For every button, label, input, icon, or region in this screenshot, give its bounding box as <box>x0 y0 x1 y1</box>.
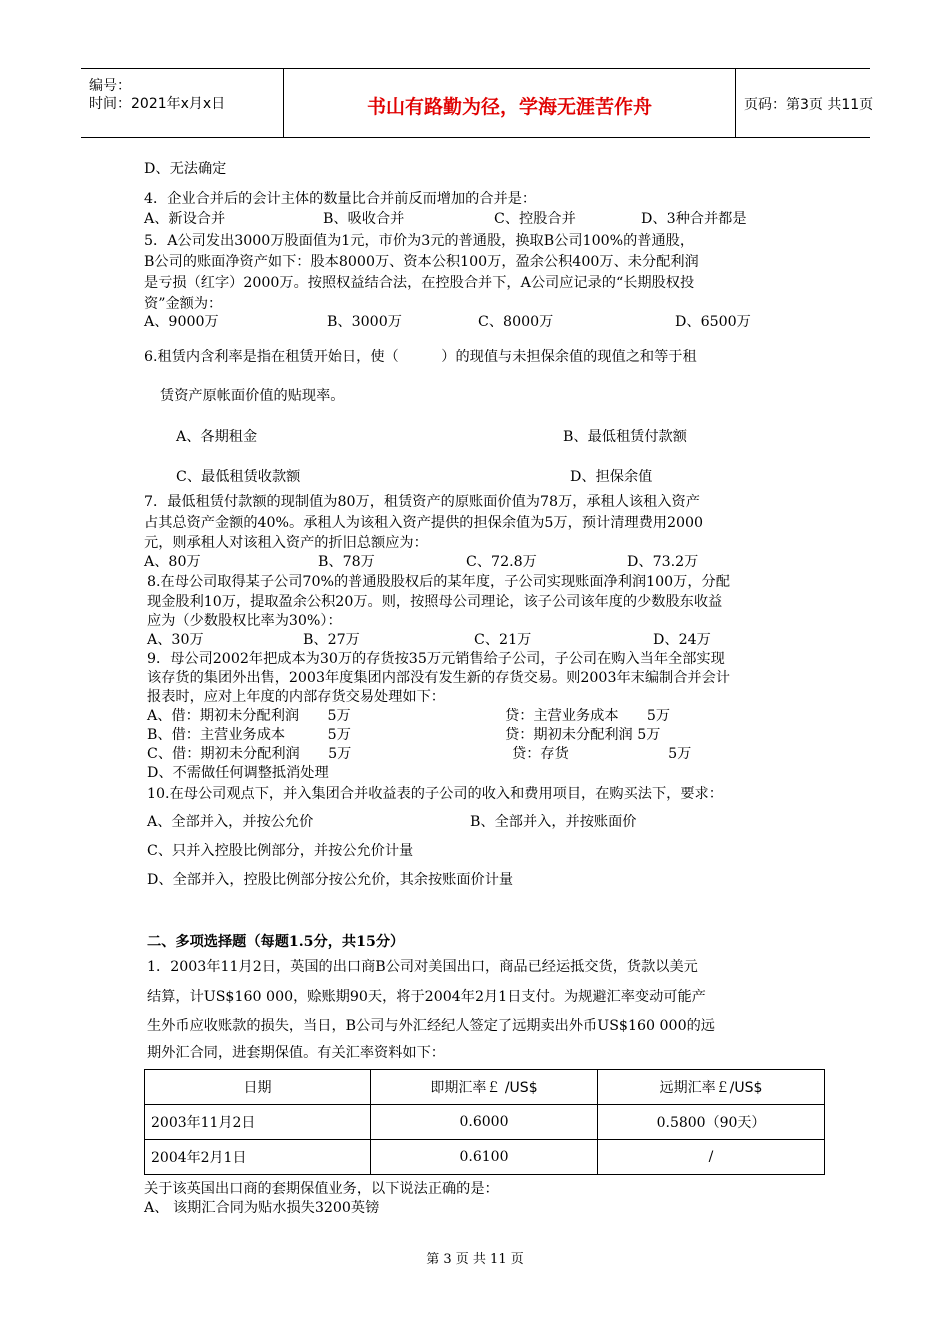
q9-option-b-debit: B、借：主营业务成本 5万 <box>147 727 351 743</box>
mq1-stem-3: 生外币应收账款的损失，当日，B公司与外汇经纪人签定了远期卖出外币US$160 000的远 <box>147 1018 715 1034</box>
q10-option-a: A、全部并入，并按公允价 <box>147 814 314 830</box>
mq1-option-a: A、 该期汇合同为贴水损失3200英镑 <box>144 1200 380 1216</box>
header-spot-rate: 即期汇率￡ /US$ <box>371 1070 598 1105</box>
cell-date: 2004年2月1日 <box>145 1140 371 1175</box>
table-row <box>145 1105 825 1140</box>
q9-option-a-credit: 贷：主营业务成本 5万 <box>505 708 671 724</box>
section-heading-multiple-choice: 二、多项选择题（每题1.5分，共15分） <box>147 934 405 950</box>
q10-option-d: D、全部并入，控股比例部分按公允价，其余按账面价计量 <box>147 872 514 888</box>
page-header <box>81 68 874 138</box>
q4-option-d: D、3种合并都是 <box>641 211 747 227</box>
q8-option-b: B、27万 <box>303 632 360 648</box>
q7-stem-1: 7．最低租赁付款额的现制值为80万，租赁资产的原账面价值为78万，承租人该租入资产 <box>144 494 700 510</box>
q9-stem-1: 9．母公司2002年把成本为30万的存货按35万元销售给子公司，子公司在购入当年全部实现 <box>147 651 725 667</box>
mq1-stem-4: 期外汇合同，进套期保值。有关汇率资料如下： <box>147 1045 445 1061</box>
q7-option-d: D、73.2万 <box>627 554 699 570</box>
q5-stem-3: 是亏损（红字）2000万。按照权益结合法，在控股合并下，A公司应记录的“长期股权投 <box>144 275 695 291</box>
q5-stem-4: 资”金额为： <box>144 296 223 312</box>
q8-option-a: A、30万 <box>147 632 204 648</box>
cell-spot-rate: 0.6100 <box>371 1140 598 1175</box>
table-row <box>145 1140 825 1175</box>
q10-option-c: C、只并入控股比例部分，并按公允价计量 <box>147 843 414 859</box>
q8-option-c: C、21万 <box>474 632 532 648</box>
q6-option-d: D、担保余值 <box>570 469 653 485</box>
cell-forward-rate: / <box>598 1140 825 1175</box>
q9-option-d: D、不需做任何调整抵消处理 <box>147 765 329 781</box>
header-page-cell <box>736 69 874 137</box>
header-date: 日期 <box>145 1070 371 1105</box>
cell-spot-rate: 0.6000 <box>371 1105 598 1140</box>
q10-option-b: B、全部并入，并按账面价 <box>470 814 637 830</box>
q9-option-b-credit: 贷：期初未分配利润 5万 <box>505 727 661 743</box>
q4-option-b: B、吸收合并 <box>323 211 405 227</box>
q5-option-c: C、8000万 <box>478 314 554 330</box>
q5-option-d: D、6500万 <box>675 314 751 330</box>
q5-option-b: B、3000万 <box>327 314 402 330</box>
q9-option-c-credit: 贷：存货 5万 <box>512 746 692 762</box>
q7-option-a: A、80万 <box>144 554 201 570</box>
mq1-question: 关于该英国出口商的套期保值业务，以下说法正确的是： <box>144 1181 499 1197</box>
motto: 书山有路勤为径，学海无涯苦作舟 <box>366 96 652 118</box>
time-label: 时间：2021年x月x日 <box>89 96 226 112</box>
q8-stem-2: 现金股利10万，提取盈余公积20万。则，按照母公司理论，该子公司该年度的少数股东收益 <box>147 594 723 610</box>
q6-stem-2: 赁资产原帐面价值的贴现率。 <box>160 388 345 404</box>
q6-option-b: B、最低租赁付款额 <box>563 429 687 445</box>
cell-forward-rate: 0.5800（90天） <box>598 1105 825 1140</box>
q7-stem-3: 元，则承租人对该租入资产的折旧总额应为： <box>144 535 428 551</box>
header-meta-cell <box>81 69 284 137</box>
q4-stem: 4．企业合并后的会计主体的数量比合并前反而增加的合并是： <box>144 191 537 207</box>
q4-option-a: A、新设合并 <box>144 211 226 227</box>
q6-option-c: C、最低租赁收款额 <box>176 469 301 485</box>
mq1-stem-1: 1．2003年11月2日，英国的出口商B公司对美国出口，商品已经运抵交货，货款以美元 <box>147 959 698 975</box>
q9-stem-2: 该存货的集团外出售，2003年度集团内部没有发生新的存货交易。则2003年末编制合并会计 <box>147 670 730 686</box>
q6-option-a: A、各期租金 <box>176 429 258 445</box>
q5-option-a: A、9000万 <box>144 314 219 330</box>
mq1-stem-2: 结算，计US$160 000，赊账期90天，将于2004年2月1日支付。为规避汇率变动可能产 <box>147 989 706 1005</box>
cell-date: 2003年11月2日 <box>145 1105 371 1140</box>
exchange-rate-table <box>144 1069 825 1175</box>
q4-option-c: C、控股合并 <box>494 211 576 227</box>
q9-option-c-debit: C、借：期初未分配利润 5万 <box>147 746 352 762</box>
q9-option-a-debit: A、借：期初未分配利润 5万 <box>147 708 351 724</box>
q3-option-d: D、无法确定 <box>144 161 227 177</box>
q8-stem-3: 应为（少数股权比率为30%）： <box>147 613 342 629</box>
header-motto-cell <box>284 69 736 137</box>
q6-stem-1: 6.租赁内含利率是指在租赁开始日，使（ ）的现值与未担保余值的现值之和等于租 <box>144 349 697 365</box>
q8-stem-1: 8.在母公司取得某子公司70%的普通股股权后的某年度，子公司实现账面净利润100万，分配 <box>147 574 730 590</box>
page-footer: 第 3 页 共 11 页 <box>426 1252 524 1267</box>
page-label: 页码：第3页 共11页 <box>744 97 874 113</box>
q7-stem-2: 占其总资产金额的40%。承租人为该租入资产提供的担保余值为5万，预计清理费用2000 <box>144 515 704 531</box>
q9-stem-3: 报表时，应对上年度的内部存货交易处理如下： <box>147 689 445 705</box>
table-header-row <box>145 1070 825 1105</box>
q5-stem-1: 5．A公司发出3000万股面值为1元，市价为3元的普通股，换取B公司100%的普通股， <box>144 233 695 249</box>
q8-option-d: D、24万 <box>653 632 711 648</box>
q7-option-b: B、78万 <box>318 554 375 570</box>
q5-stem-2: B公司的账面净资产如下：股本8000万、资本公积100万，盈余公积400万、未分配利润 <box>144 254 699 270</box>
number-label: 编号： <box>89 78 131 94</box>
q7-option-c: C、72.8万 <box>466 554 537 570</box>
header-forward-rate: 远期汇率￡/US$ <box>598 1070 825 1105</box>
q10-stem: 10.在母公司观点下，并入集团合并收益表的子公司的收入和费用项目，在购买法下，要求： <box>147 786 723 802</box>
